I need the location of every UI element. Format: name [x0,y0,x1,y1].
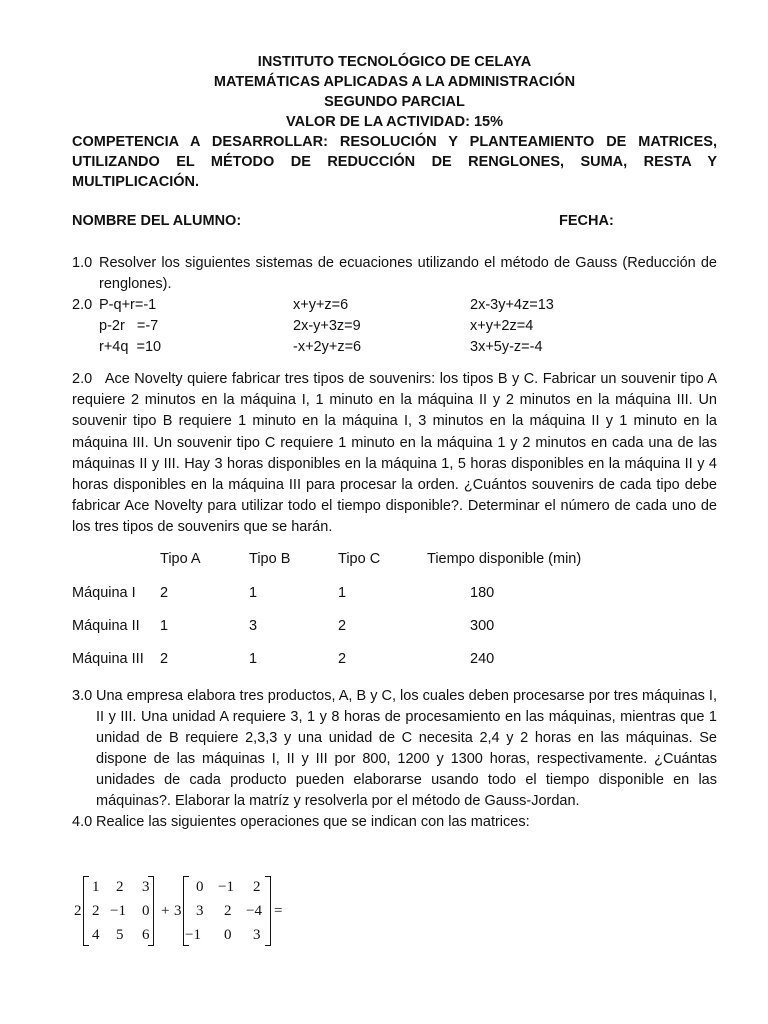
matrix-cell: 2 [224,903,232,919]
table-cell: 300 [470,617,495,634]
question-3 [72,686,717,812]
table-cell: 2 [338,650,347,667]
student-info-row [72,213,717,233]
table-header: Tipo A [160,550,201,567]
matrix-cell: −1 [185,927,201,943]
matrix-cell: −1 [218,879,234,895]
table-header: Tipo B [249,550,291,567]
question-2-systems [72,295,717,358]
equation: x+y+z=6 [293,297,349,313]
exam-title: SEGUNDO PARCIAL [324,94,465,110]
equation: 3x+5y-z=-4 [470,339,543,355]
equation: x+y+2z=4 [470,318,534,334]
question-text: Resolver los siguientes sistemas de ecuaciones utilizando el método de Gauss (Reducción de renglones). [99,255,717,292]
competencia: COMPETENCIA A DESARROLLAR: RESOLUCIÓN Y PLANTEAMIENTO DE MATRICES, UTILIZANDO EL MÉTODO DE REDUCCIÓN DE RENGLONES, SUMA, RESTA Y MULTIPLICACIÓN. [72,134,717,190]
matrix-cell: 0 [142,903,150,919]
table-cell: 2 [160,584,169,601]
matrix-expression [72,873,472,949]
matrix-cell: 3 [142,879,150,895]
table-cell: 1 [249,650,258,667]
document-page [72,52,717,833]
header [72,52,717,132]
table-cell: 3 [249,617,258,634]
question-text: Ace Novelty quiere fabricar tres tipos de souvenirs: los tipos B y C. Fabricar un souvenir tipo A requiere 2 minutos en la máquina I, 1 minuto en la máquina II y 2 minutos en la máquina III. Un souvenir tipo B requiere 1 minuto en la máquina I, 3 minutos en la máquina II y 1 minuto en la máquina III. Un souvenir tipo C requiere 1 minuto en la máquina 1 y 2 minutos en cada una de las máquinas II y III. Hay 3 horas disponibles en la máquina 1, 5 horas disponibles en la máquina II y 4 horas disponibles en la máquina III para procesar la orden. ¿Cuántos souvenirs de cada tipo debe fabricar Ace Novelty para utilizar todo el tiempo disponible?. Determinar el número de cada uno de los tres tipos de souvenirs que se harán. [72,371,717,536]
equation-systems [72,295,717,358]
matrix-cell: 2 [116,879,124,895]
matrix-cell: −4 [246,903,262,919]
question-number: 4.0 [72,813,93,830]
row-label: Máquina II [72,617,140,634]
table-cell: 1 [160,617,169,634]
institute-title: INSTITUTO TECNOLÓGICO DE CELAYA [257,54,532,70]
nombre-label: NOMBRE DEL ALUMNO: [72,213,242,229]
question-1 [72,253,717,295]
row-label: Máquina I [72,584,136,601]
question-number: 2.0 [72,297,93,313]
course-title: MATEMÁTICAS APLICADAS A LA ADMINISTRACIÓN [213,74,576,90]
fecha-label: FECHA: [559,213,614,229]
question-number: 1.0 [72,255,93,271]
scalar-coefficient: 3 [174,903,182,919]
plus-operator: + [161,903,170,919]
equals-sign: = [274,903,283,919]
table-cell: 1 [249,584,258,601]
question-text: Realice las siguientes operaciones que se indican con las matrices: [96,813,530,830]
table-header: Tiempo disponible (min) [427,550,582,567]
matrix-cell: 4 [92,927,100,943]
matrix-cell: 3 [253,927,261,943]
row-label: Máquina III [72,650,144,667]
question-number: 2.0 [72,371,93,387]
matrix-cell: 2 [92,903,100,919]
table-cell: 2 [160,650,169,667]
matrix-cell: 2 [253,879,261,895]
right-bracket [148,876,154,946]
matrix-cell: 6 [142,927,150,943]
equation: -x+2y+z=6 [293,339,362,355]
equation: 2x-3y+4z=13 [470,297,554,313]
question-number: 3.0 [72,687,93,704]
machine-time-table [72,551,717,686]
table-cell: 1 [338,584,347,601]
equation: p-2r =-7 [99,318,159,334]
table-cell: 180 [470,584,495,601]
left-bracket [83,876,89,946]
equation: P-q+r=-1 [99,297,157,313]
matrix-cell: 5 [116,927,124,943]
question-4 [72,812,717,833]
table-header: Tipo C [338,550,381,567]
equation: 2x-y+3z=9 [293,318,361,334]
right-bracket [265,876,271,946]
activity-value: VALOR DE LA ACTIVIDAD: 15% [286,114,503,130]
table-cell: 240 [470,650,495,667]
table-cell: 2 [338,617,347,634]
equation: r+4q =10 [99,339,162,355]
matrix-cell: −1 [110,903,126,919]
question-text: Una empresa elabora tres productos, A, B y C, los cuales deben procesarse por tres máquinas I, II y III. Una unidad A requiere 3, 1 y 8 horas de procesamiento en las máquinas, mientras que 1 unidad de B requiere 2,3,3 y una unidad de C necesita 2,4 y 2 horas en las máquinas. Se dispone de las máquinas I, II y III por 800, 1200 y 1300 horas, respectivamente. ¿Cuántas unidades de cada producto pueden elaborarse usando todo el tiempo disponible en las máquinas?. Elaborar la matríz y resolverla por el método de Gauss-Jordan. [96,687,717,809]
matrix-cell: 0 [224,927,232,943]
scalar-coefficient: 2 [74,903,82,919]
matrix-cell: 0 [196,879,204,895]
matrix-cell: 1 [92,879,100,895]
question-2-problem [72,369,717,539]
matrix-cell: 3 [196,903,204,919]
